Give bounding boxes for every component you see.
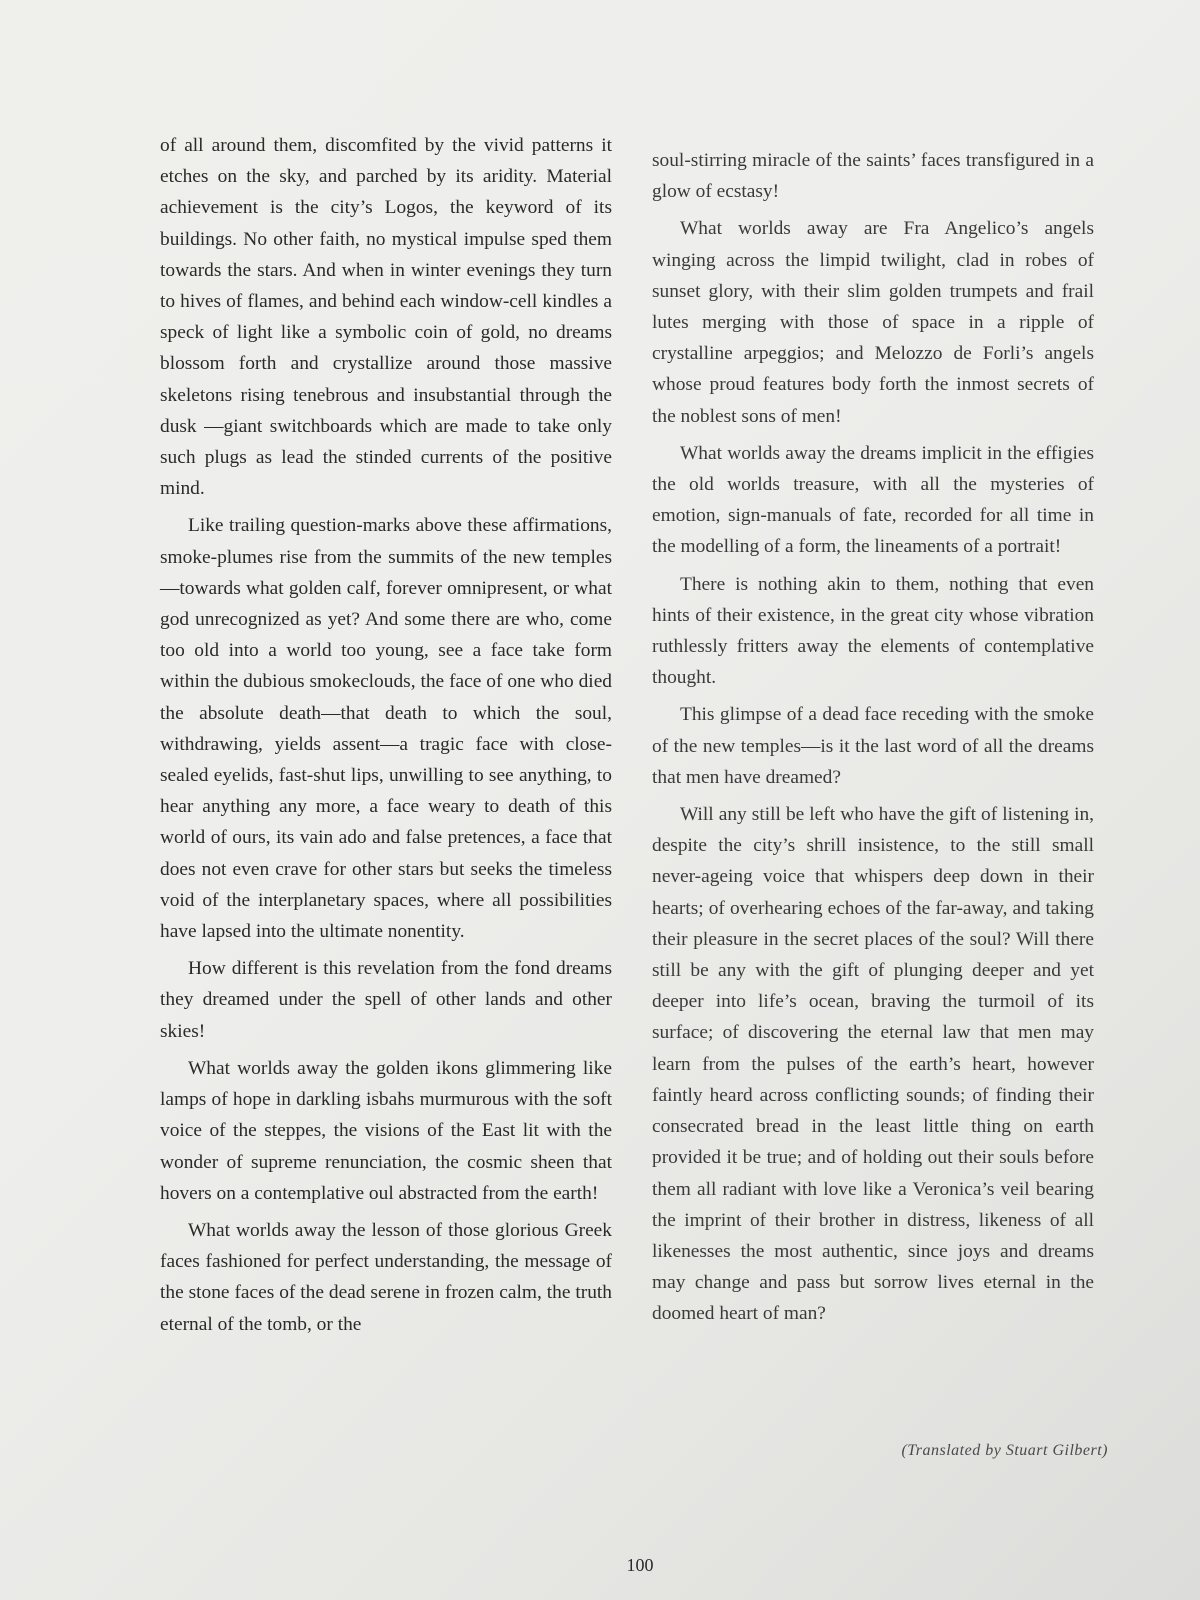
left-column	[160, 130, 612, 1346]
right-column	[652, 145, 1094, 1336]
paragraph: How different is this revelation from the fond dreams they dreamed under the spell of other lands and other skies!	[160, 958, 612, 1042]
paragraph: There is nothing akin to them, nothing that even hints of their existence, in the great city whose vibration ruthlessly fritters away the elements of contemplative thought.	[652, 573, 1094, 689]
paragraph: soul-stirring miracle of the saints’ faces transfigured in a glow of ecstasy!	[652, 150, 1094, 203]
paragraph: Like trailing question-marks above these affirmations, smoke-plumes rise from the summits of the new temples—towards what golden calf, forever omnipresent, or what god unrecognized as yet? And some there are who, come too old into a world too young, see a face take form within the dubious smokeclouds, the face of one who died the absolute death—that death to which the soul, withdrawing, yields assent—a tragic face with close-sealed eyelids, fast-shut lips, unwilling to see anything, to hear anything any more, a face weary to death of this world of ours, its vain ado and false pretences, a face that does not even crave for other stars but seeks the timeless void of the interplanetary spaces, where all possibilities have lapsed into the ultimate nonentity.	[160, 515, 612, 943]
page-number: 100	[626, 1555, 654, 1575]
translator-credit: (Translated by Stuart Gilbert)	[901, 1442, 1108, 1459]
paragraph: of all around them, discomfited by the vivid patterns it etches on the sky, and parched by its aridity. Material achievement is the city’s Logos, the keyword of its buildings. No other faith, no mystical impulse sped them towards the stars. And when in winter evenings they turn to hives of flames, and behind each window-cell kindles a speck of light like a symbolic coin of gold, no dreams blossom forth and crystallize around those massive skeletons rising tenebrous and insubstantial through the dusk —giant switchboards which are made to take only such plugs as lead the stinded currents of the positive mind.	[160, 135, 612, 500]
paragraph: This glimpse of a dead face receding with the smoke of the new temples—is it the last word of all the dreams that men have dreamed?	[652, 704, 1094, 788]
paragraph: What worlds away are Fra Angelico’s angels winging across the limpid twilight, clad in robes of sunset glory, with their slim golden trumpets and frail lutes merging with those of space in a ripple of crystalline arpeggios; and Melozzo de Forli’s angels whose proud features body forth the inmost secrets of the noblest sons of men!	[652, 218, 1094, 427]
paragraph: What worlds away the golden ikons glimmering like lamps of hope in darkling isbahs murmurous with the soft voice of the steppes, the visions of the East lit with the wonder of supreme renunciation, the cosmic sheen that hovers on a contemplative oul abstracted from the earth!	[160, 1057, 612, 1204]
paragraph: Will any still be left who have the gift of listening in, despite the city’s shrill insistence, to the still small never-ageing voice that whispers deep down in their hearts; of overhearing echoes of the far-away, and taking their pleasure in the secret places of the soul? Will there still be any with the gift of plunging deeper and yet deeper into life’s ocean, braving the turmoil of its surface; of discovering the eternal law that men may learn from the pulses of the earth’s heart, however faintly heard across conflicting sounds; of finding their consecrated bread in the least little thing on earth provided it be true; and of holding out their souls before them all radiant with love like a Veronica’s veil bearing the imprint of their brother in distress, likeness of all likenesses the most authentic, since joys and dreams may change and pass but sorrow lives eternal in the doomed heart of man?	[652, 804, 1094, 1325]
paragraph: What worlds away the lesson of those glorious Greek faces fashioned for perfect understanding, the message of the stone faces of the dead serene in frozen calm, the truth eternal of the tomb, or the	[160, 1219, 612, 1335]
paragraph: What worlds away the dreams implicit in the effigies the old worlds treasure, with all the mysteries of emotion, sign-manuals of fate, recorded for all time in the modelling of a form, the lineaments of a portrait!	[652, 442, 1094, 558]
